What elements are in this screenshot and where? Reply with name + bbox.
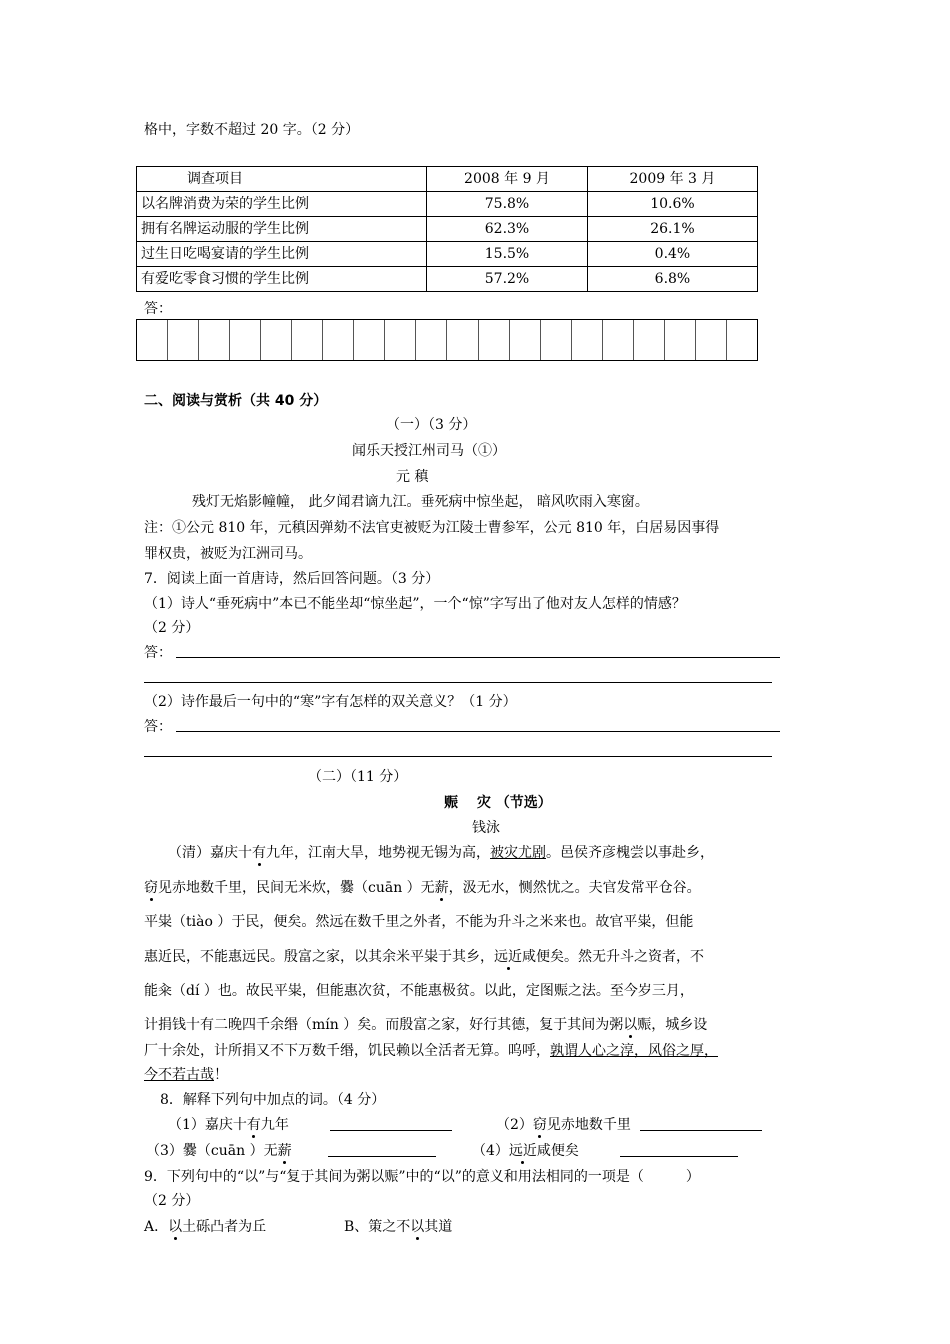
answer-cell[interactable] bbox=[385, 320, 416, 360]
row-value-2009: 10.6% bbox=[587, 192, 757, 217]
text: 。邑侯齐彦槐尝以事赴乡， bbox=[546, 845, 714, 861]
row-value-2009: 0.4% bbox=[587, 242, 757, 267]
text: 咸便矣 bbox=[536, 1143, 579, 1159]
underlined-phrase: 孰谓人心之淳，风俗之厚， bbox=[550, 1043, 718, 1059]
section-title: 二、阅读与赏析（共 40 分） bbox=[144, 393, 328, 409]
table-header-row bbox=[137, 167, 758, 192]
answer-cell[interactable] bbox=[479, 320, 510, 360]
q8-item-2 bbox=[496, 1114, 631, 1134]
answer-cell[interactable] bbox=[510, 320, 541, 360]
poem-author: 元 稹 bbox=[396, 469, 429, 485]
text: （3）爨（cuān ）无 bbox=[146, 1143, 278, 1159]
header-2009: 2009 年 3 月 bbox=[587, 167, 757, 192]
text: B、策之不 bbox=[344, 1219, 411, 1235]
dotted-word: 窃 bbox=[144, 877, 158, 897]
underlined-phrase: 被灾尤剧 bbox=[490, 845, 546, 861]
q8-answer-line-3[interactable] bbox=[328, 1156, 436, 1157]
text: （4） bbox=[472, 1143, 509, 1159]
passage-line: 平粜（tiào ）于民，便矣。然远在数千里之外者，不能为升斗之米来也。故官平粜，但能 bbox=[144, 914, 694, 930]
dotted-word: 远近 bbox=[494, 946, 522, 966]
answer-cell[interactable] bbox=[137, 320, 168, 360]
text: 九年，江南大旱，地势视无锡为高， bbox=[266, 845, 490, 861]
row-value-2008: 57.2% bbox=[427, 267, 588, 292]
q8-answer-line-2[interactable] bbox=[640, 1130, 762, 1131]
question-7: 7．阅读上面一首唐诗，然后回答问题。（3 分） bbox=[144, 571, 440, 587]
poem-note-line1: 注：①公元 810 年，元稹因弹劾不法官吏被贬为江陵士曹参军，公元 810 年，白居易因事得 bbox=[144, 520, 720, 536]
answer-cell[interactable] bbox=[168, 320, 199, 360]
row-value-2009: 6.8% bbox=[587, 267, 757, 292]
poem-note-line2: 罪权贵，被贬为江洲司马。 bbox=[144, 546, 312, 562]
text: 见赤地数千里 bbox=[546, 1117, 631, 1133]
q7-1-answer-line-2[interactable] bbox=[144, 682, 772, 683]
text: 计捐钱十有二晚四千余缗（mín ）矣。而殷富之家，好行其德，复于其间为粥 bbox=[144, 1017, 624, 1033]
table-row bbox=[137, 192, 758, 217]
text: ，汲无水，恻然忧之。夫官发常平仓谷。 bbox=[448, 880, 701, 896]
answer-cell[interactable] bbox=[634, 320, 665, 360]
table-row bbox=[137, 242, 758, 267]
text: 其道 bbox=[424, 1219, 453, 1235]
survey-table bbox=[136, 166, 758, 292]
text: A． bbox=[144, 1219, 169, 1235]
passage-line bbox=[144, 1064, 228, 1084]
q8-item-1 bbox=[168, 1114, 289, 1134]
text: ！ bbox=[214, 1067, 228, 1083]
dotted-word: 以 bbox=[410, 1216, 424, 1236]
row-value-2008: 75.8% bbox=[427, 192, 588, 217]
q8-item-4 bbox=[472, 1140, 579, 1160]
header-item: 调查项目 bbox=[137, 167, 427, 192]
answer-cell[interactable] bbox=[727, 320, 757, 360]
passage-line: 能籴（dí ）也。故民平粜，但能惠次贫，不能惠极贫。以此，定图赈之法。至今岁三月， bbox=[144, 983, 694, 999]
answer-cell[interactable] bbox=[354, 320, 385, 360]
text: 赈，城乡设 bbox=[637, 1017, 708, 1033]
question-9-score: （2 分） bbox=[144, 1193, 200, 1209]
row-value-2008: 15.5% bbox=[427, 242, 588, 267]
q9-option-a[interactable] bbox=[144, 1216, 266, 1236]
answer-cell[interactable] bbox=[323, 320, 354, 360]
q7-2-answer-line-2[interactable] bbox=[144, 756, 772, 757]
text: 见赤地数千里，民间无米炊，爨（cuān ）无 bbox=[158, 880, 435, 896]
answer-cell[interactable] bbox=[541, 320, 572, 360]
question-7-1: （1）诗人“垂死病中”本已不能坐却“惊坐起”，一个“惊”字写出了他对友人怎样的情感？ bbox=[144, 596, 686, 612]
q7-1-answer-label: 答： bbox=[144, 645, 172, 661]
answer-grid[interactable] bbox=[136, 319, 758, 361]
passage-line bbox=[144, 877, 701, 897]
dotted-word: 窃 bbox=[533, 1114, 547, 1134]
poem-text: 残灯无焰影幢幢， 此夕闻君谪九江。垂死病中惊坐起， 暗风吹雨入寒窗。 bbox=[192, 494, 649, 510]
answer-cell[interactable] bbox=[416, 320, 447, 360]
question-7-2: （2）诗作最后一句中的“寒”字有怎样的双关意义？（1 分） bbox=[144, 694, 517, 710]
answer-cell[interactable] bbox=[603, 320, 634, 360]
q8-item-3 bbox=[146, 1140, 292, 1160]
part1-heading: （一）（3 分） bbox=[386, 417, 477, 433]
dotted-word: 薪 bbox=[278, 1140, 292, 1160]
header-2008: 2008 年 9 月 bbox=[427, 167, 588, 192]
q9-option-b[interactable] bbox=[344, 1216, 452, 1236]
q7-2-answer-line-1[interactable] bbox=[176, 731, 780, 732]
q8-answer-line-4[interactable] bbox=[620, 1156, 738, 1157]
answer-cell[interactable] bbox=[572, 320, 603, 360]
part2-heading: （二）（11 分） bbox=[308, 769, 408, 785]
row-label: 拥有名牌运动服的学生比例 bbox=[137, 217, 427, 242]
dotted-word: 薪 bbox=[435, 877, 449, 897]
answer-cell[interactable] bbox=[199, 320, 230, 360]
answer-cell[interactable] bbox=[230, 320, 261, 360]
text: 土砾凸者为丘 bbox=[182, 1219, 267, 1235]
row-value-2008: 62.3% bbox=[427, 217, 588, 242]
answer-label: 答： bbox=[144, 301, 172, 317]
underlined-phrase: 今不若古哉 bbox=[144, 1067, 214, 1083]
dotted-word: 以 bbox=[168, 1216, 182, 1236]
row-value-2009: 26.1% bbox=[587, 217, 757, 242]
table-row bbox=[137, 217, 758, 242]
table-row bbox=[137, 267, 758, 292]
dotted-word: 远近 bbox=[509, 1140, 537, 1160]
dotted-word: 有 bbox=[247, 1114, 261, 1134]
q7-1-answer-line-1[interactable] bbox=[176, 657, 780, 658]
row-label: 以名牌消费为荣的学生比例 bbox=[137, 192, 427, 217]
q8-answer-line-1[interactable] bbox=[330, 1130, 452, 1131]
answer-cell[interactable] bbox=[447, 320, 478, 360]
row-label: 过生日吃喝宴请的学生比例 bbox=[137, 242, 427, 267]
text: 厂十余处，计所捐又不下万数千缗，饥民赖以全活者无算。呜呼， bbox=[144, 1043, 550, 1059]
dotted-word: 以 bbox=[623, 1014, 637, 1034]
answer-cell[interactable] bbox=[696, 320, 727, 360]
poem-title: 闻乐天授江州司马（①） bbox=[352, 443, 506, 459]
text: （1）嘉庆十 bbox=[168, 1117, 247, 1133]
text: 惠近民，不能惠远民。殷富之家，以其余米平粜于其乡， bbox=[144, 949, 494, 965]
passage-line bbox=[144, 1040, 718, 1060]
answer-cell[interactable] bbox=[665, 320, 696, 360]
question-8: 8．解释下列句中加点的词。（4 分） bbox=[160, 1092, 386, 1108]
passage-line bbox=[144, 1014, 707, 1034]
intro-line: 格中，字数不超过 20 字。（2 分） bbox=[144, 122, 360, 138]
dotted-word: 有 bbox=[252, 842, 266, 862]
question-9: 9．下列句中的“以”与“复于其间为粥以赈”中的“以”的意义和用法相同的一项是（ ） bbox=[144, 1169, 700, 1185]
q7-2-answer-label: 答： bbox=[144, 719, 172, 735]
answer-cell[interactable] bbox=[292, 320, 323, 360]
text: （2） bbox=[496, 1117, 533, 1133]
passage-title: 赈 灾 （节选） bbox=[444, 795, 552, 811]
question-7-1-score: （2 分） bbox=[144, 620, 200, 636]
text: （清）嘉庆十 bbox=[168, 845, 252, 861]
passage-line bbox=[144, 946, 704, 966]
passage-author: 钱泳 bbox=[472, 820, 500, 836]
row-label: 有爱吃零食习惯的学生比例 bbox=[137, 267, 427, 292]
text: 九年 bbox=[260, 1117, 289, 1133]
answer-cell[interactable] bbox=[261, 320, 292, 360]
passage-line bbox=[168, 842, 714, 862]
text: 咸便矣。然无升斗之资者，不 bbox=[522, 949, 704, 965]
